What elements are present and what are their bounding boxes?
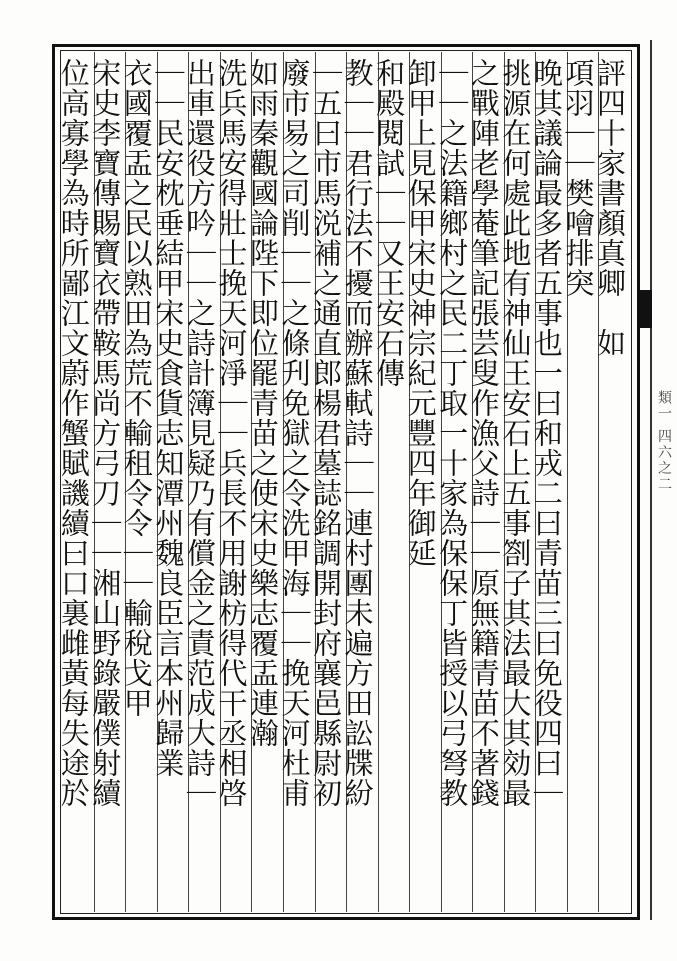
text-column: 評四十家書顏真卿 如 xyxy=(598,52,630,912)
text-column: 出車還役方吟｜｜之詩計簿見疑乃有償金之責范成大詩｜ xyxy=(188,52,220,912)
margin-label: 類一 四六之二 xyxy=(656,390,672,493)
text-column: 衣國覆盂之民以熟田為荒不輸租令令｜｜輸稅戈甲 xyxy=(125,52,157,912)
text-column: 項羽｜｜樊噲排突 xyxy=(567,52,599,912)
text-column: 位高寡學為時所鄙江文蔚作蟹賦譏續曰口裏雌黃每失途於 xyxy=(56,58,91,808)
text-column: 教｜｜君行法不擾而辦蘇軾詩｜｜連村團未遍方田訟牒紛 xyxy=(346,52,378,912)
text-column: 挑源在何處此地有神仙王安石上五事劄子其法最大其効最 xyxy=(504,52,536,912)
text-column: 和殿閱試｜｜又王安石傳 xyxy=(378,52,410,912)
text-column: 洗兵馬安得壯士挽天河淨｜｜兵長不用謝枋得代干丞相啓 xyxy=(220,52,252,912)
text-column: 卸甲上見保甲宋史神宗紀元豐四年御延 xyxy=(409,52,441,912)
text-column: 之戰陣老學菴筆記張芸叟作漁父詩｜｜原無籍青苗不著錢 xyxy=(472,52,504,912)
text-column: 宋史李寶傳賜寶衣帶鞍馬尚方弓刀｜｜湘山野錄嚴僕射續 xyxy=(94,52,126,912)
text-column: 如雨秦觀國論陛下即位罷青苗之使宋史樂志覆盂連瀚 xyxy=(251,52,283,912)
text-column: ｜｜民安枕垂結甲宋史食貨志知潭州魏良臣言本州歸業 xyxy=(157,52,189,912)
fold-mark xyxy=(640,290,652,328)
text-column: ｜五曰市馬涚補之通直郎楊君墓誌銘調開封府襄邑縣尉初 xyxy=(315,52,347,912)
text-column: ｜｜之法籍鄉村之民二丁取一十家為保保丁皆授以弓弩教 xyxy=(441,52,473,912)
margin-divider xyxy=(650,40,652,920)
text-column: 晚其議論最多者五事也一曰和戎二曰青苗三曰免役四曰｜ xyxy=(535,52,567,912)
text-columns xyxy=(56,52,630,912)
text-column: 廢市易之司削｜｜之條刋免獄之令洗甲海｜｜挽天河杜甫 xyxy=(283,52,315,912)
